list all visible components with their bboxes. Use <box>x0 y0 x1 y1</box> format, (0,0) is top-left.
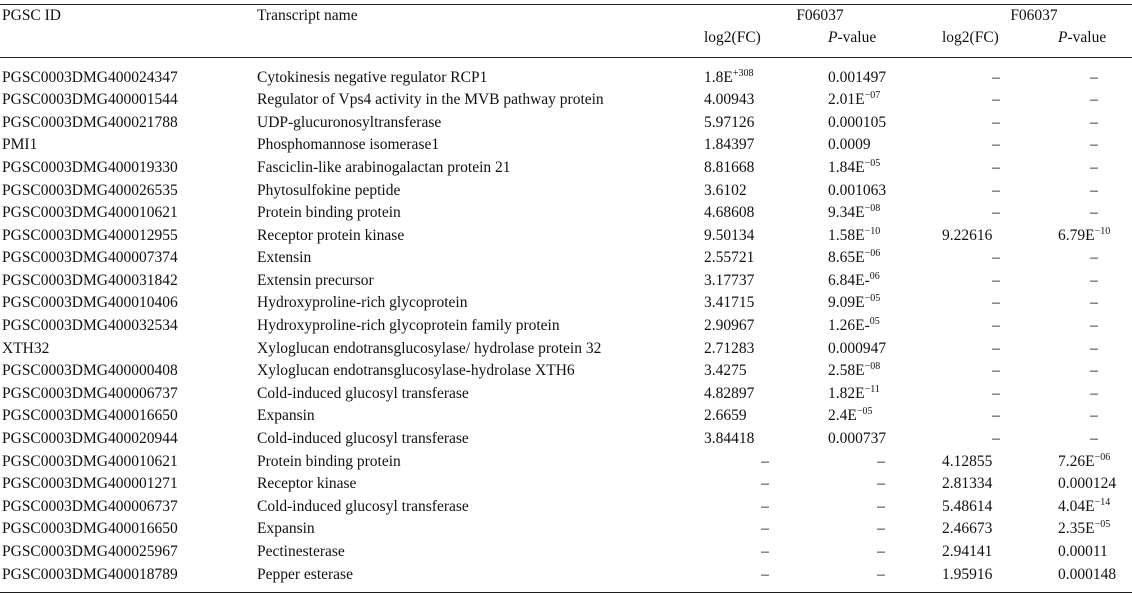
cell-pvalue-1: $2.58E^{-08}$ <box>828 361 881 380</box>
exponent: −11 <box>864 383 880 395</box>
header-pvalue-1: P-value <box>826 29 936 58</box>
header-log2fc-1: log2(FC) <box>704 29 826 58</box>
cell-log2fc-1: 3.4275 <box>704 362 747 380</box>
cell-log2fc-1: 3.6102 <box>704 181 747 199</box>
cell-log2fc-1: 3.17737 <box>704 271 755 289</box>
cell-pvalue-1: – <box>877 475 885 493</box>
cell-log2fc-1: – <box>761 452 769 470</box>
cell-pgsc-id: PGSC0003DMG400016650 <box>2 407 178 425</box>
cell-pgsc-id: PGSC0003DMG400021788 <box>2 113 178 131</box>
cell-pvalue-1: – <box>877 543 885 561</box>
cell-transcript-name: Hydroxyproline-rich glycoprotein family protein <box>257 317 560 335</box>
cell-log2fc-2: 5.48614 <box>942 497 993 515</box>
table-row <box>0 405 1132 428</box>
cell-pgsc-id: PGSC0003DMG400000408 <box>2 362 178 380</box>
cell-pgsc-id: PGSC0003DMG400032534 <box>2 317 178 335</box>
header-pgsc-id: PGSC ID <box>0 5 255 30</box>
cell-log2fc-1: 9.50134 <box>704 226 755 244</box>
cell-pvalue-1: 1.26E-$^{05}$ <box>828 316 880 335</box>
table-row <box>0 540 1132 563</box>
cell-pgsc-id: PGSC0003DMG400016650 <box>2 520 178 538</box>
cell-log2fc-2: 2.46673 <box>942 520 993 538</box>
table-body <box>0 58 1132 593</box>
exponent: 06 <box>869 270 880 282</box>
cell-pvalue-2: – <box>1090 249 1098 267</box>
cell-transcript-name: Hydroxyproline-rich glycoprotein <box>257 294 468 312</box>
exponent: −05 <box>864 293 881 305</box>
cell-pgsc-id: PGSC0003DMG400025967 <box>2 543 178 561</box>
exponent: −07 <box>864 90 881 102</box>
cell-log2fc-1: 3.84418 <box>704 430 755 448</box>
cell-pgsc-id: XTH32 <box>2 339 50 357</box>
cell-log2fc-1: 4.82897 <box>704 384 755 402</box>
table-row <box>0 202 1132 225</box>
table-row <box>0 473 1132 496</box>
cell-pvalue-1: – <box>877 520 885 538</box>
cell-pgsc-id: PGSC0003DMG400012955 <box>2 226 178 244</box>
cell-log2fc-2: 9.22616 <box>942 226 993 244</box>
cell-transcript-name: Expansin <box>257 520 315 538</box>
cell-pvalue-1: $1.58E^{-10}$ <box>828 225 881 244</box>
cell-transcript-name: Extensin precursor <box>257 271 374 289</box>
cell-pvalue-2: – <box>1090 294 1098 312</box>
exponent: −08 <box>864 361 881 373</box>
cell-transcript-name: Xyloglucan endotransglucosylase-hydrolase XTH6 <box>257 362 575 380</box>
cell-pvalue-2: – <box>1090 339 1098 357</box>
cell-log2fc-1: 5.97126 <box>704 113 755 131</box>
cell-log2fc-2: – <box>992 339 1000 357</box>
cell-pvalue-1: – <box>826 563 936 592</box>
cell-log2fc-2: – <box>992 294 1000 312</box>
cell-transcript-name: Cytokinesis negative regulator RCP1 <box>257 68 488 86</box>
cell-log2fc-2: – <box>992 249 1000 267</box>
cell-pvalue-1: $1.82E^{-11}$ <box>828 383 880 402</box>
cell-log2fc-2: 4.12855 <box>942 452 993 470</box>
cell-transcript-name: Receptor protein kinase <box>257 226 405 244</box>
cell-transcript-name: Regulator of Vps4 activity in the MVB pathway protein <box>257 91 604 109</box>
cell-pvalue-2: 0.000148 <box>1056 563 1132 592</box>
cell-log2fc-2: – <box>992 158 1000 176</box>
cell-pvalue-2: – <box>1090 430 1098 448</box>
cell-transcript-name: Cold-induced glucosyl transferase <box>257 497 469 515</box>
cell-pvalue-2: $4.04E^{-14}$ <box>1058 496 1111 515</box>
cell-pvalue-1: 0.000105 <box>828 113 887 131</box>
cell-pvalue-1: $9.09E^{-05}$ <box>828 293 881 312</box>
cell-pvalue-2: – <box>1090 317 1098 335</box>
cell-log2fc-2: 2.94141 <box>942 543 993 561</box>
table-row <box>0 563 1132 592</box>
cell-log2fc-1: 2.90967 <box>704 317 755 335</box>
table-header <box>0 5 1132 58</box>
cell-pvalue-1: 0.001497 <box>828 68 887 86</box>
cell-log2fc-1: 8.81668 <box>704 158 755 176</box>
cell-transcript-name: Protein binding protein <box>257 204 401 222</box>
cell-log2fc-1: 2.55721 <box>704 249 755 267</box>
cell-log2fc-1: $1.8E^{+308}$ <box>704 67 754 86</box>
cell-pgsc-id: PGSC0003DMG400006737 <box>2 497 178 515</box>
cell-pvalue-1: 6.84E-$^{06}$ <box>828 270 880 289</box>
cell-log2fc-2: – <box>992 407 1000 425</box>
cell-transcript-name: Xyloglucan endotransglucosylase/ hydrolase protein 32 <box>257 339 602 357</box>
cell-pgsc-id: PGSC0003DMG400001271 <box>2 475 178 493</box>
table-row <box>0 450 1132 473</box>
cell-log2fc-1: – <box>761 520 769 538</box>
exponent: −05 <box>864 157 881 169</box>
cell-pgsc-id: PGSC0003DMG400010621 <box>2 204 178 222</box>
cell-transcript-name: Extensin <box>257 249 312 267</box>
cell-pvalue-1: 0.001063 <box>828 181 887 199</box>
cell-log2fc-1: – <box>761 497 769 515</box>
cell-pvalue-2: – <box>1090 158 1098 176</box>
table-row <box>0 315 1132 338</box>
table-row <box>0 360 1132 383</box>
cell-pvalue-2: – <box>1090 181 1098 199</box>
table-row <box>0 337 1132 360</box>
cell-transcript-name: Receptor kinase <box>257 475 357 493</box>
exponent: +308 <box>732 67 754 79</box>
cell-pvalue-2: – <box>1090 113 1098 131</box>
cell-pvalue-1: – <box>877 452 885 470</box>
exponent: −06 <box>1094 451 1111 463</box>
cell-pgsc-id: PGSC0003DMG400006737 <box>2 384 178 402</box>
exponent: −14 <box>1094 496 1111 508</box>
cell-pvalue-2: $7.26E^{-06}$ <box>1058 451 1111 470</box>
table-row <box>0 179 1132 202</box>
cell-log2fc-1: – <box>704 563 826 592</box>
exponent: −10 <box>864 225 881 237</box>
cell-pgsc-id: PGSC0003DMG400026535 <box>2 181 178 199</box>
header-log2fc-2: log2(FC) <box>936 29 1056 58</box>
cell-log2fc-2: 2.81334 <box>942 475 993 493</box>
cell-log2fc-2: – <box>992 362 1000 380</box>
table-row <box>0 89 1132 112</box>
table-row <box>0 495 1132 518</box>
cell-transcript-name: UDP-glucuronosyltransferase <box>257 113 442 131</box>
table-row <box>0 156 1132 179</box>
cell-pgsc-id: PMI1 <box>2 136 38 154</box>
header-transcript-name: Transcript name <box>255 5 704 30</box>
cell-log2fc-2: – <box>992 204 1000 222</box>
cell-log2fc-2: 1.95916 <box>936 563 1056 592</box>
cell-log2fc-1: – <box>761 543 769 561</box>
cell-pvalue-2: – <box>1090 68 1098 86</box>
cell-pgsc-id: PGSC0003DMG400031842 <box>2 271 178 289</box>
cell-pvalue-1: – <box>877 497 885 515</box>
table-row <box>0 224 1132 247</box>
cell-pgsc-id: PGSC0003DMG400010621 <box>2 452 178 470</box>
cell-log2fc-1: 2.6659 <box>704 407 747 425</box>
cell-log2fc-2: – <box>992 68 1000 86</box>
cell-log2fc-2: – <box>992 91 1000 109</box>
cell-pvalue-2: – <box>1090 204 1098 222</box>
cell-pgsc-id: PGSC0003DMG400018789 <box>0 563 255 592</box>
cell-pvalue-1: $2.4E^{-05}$ <box>828 406 873 425</box>
cell-pvalue-2: – <box>1090 91 1098 109</box>
cell-pgsc-id: PGSC0003DMG400007374 <box>2 249 178 267</box>
cell-log2fc-1: 3.41715 <box>704 294 755 312</box>
cell-pvalue-1: $1.84E^{-05}$ <box>828 157 881 176</box>
cell-log2fc-2: – <box>992 136 1000 154</box>
cell-log2fc-2: – <box>992 384 1000 402</box>
cell-pgsc-id: PGSC0003DMG400020944 <box>2 430 178 448</box>
table-row <box>0 134 1132 157</box>
cell-log2fc-2: – <box>992 113 1000 131</box>
header-pvalue-2: P-value <box>1056 29 1132 58</box>
header-group-2: F06037 <box>936 5 1132 30</box>
cell-pgsc-id: PGSC0003DMG400024347 <box>2 68 178 86</box>
cell-pvalue-2: – <box>1090 136 1098 154</box>
exponent: −05 <box>1094 519 1111 531</box>
table-row <box>0 428 1132 451</box>
cell-pvalue-1: 0.000947 <box>828 339 887 357</box>
cell-transcript-name: Phosphomannose isomerase1 <box>257 136 440 154</box>
exponent: −06 <box>864 248 881 260</box>
header-group-1: F06037 <box>704 5 936 30</box>
exponent: −05 <box>856 406 873 418</box>
table-row <box>0 292 1132 315</box>
cell-transcript-name: Pepper esterase <box>255 563 704 592</box>
cell-transcript-name: Fasciclin-like arabinogalactan protein 21 <box>257 158 511 176</box>
table-row <box>0 111 1132 134</box>
cell-log2fc-1: 1.84397 <box>704 136 755 154</box>
cell-log2fc-1: 4.68608 <box>704 204 755 222</box>
cell-pvalue-2: 0.00011 <box>1058 543 1108 561</box>
cell-pvalue-1: $8.65E^{-06}$ <box>828 248 881 267</box>
table-row <box>0 518 1132 541</box>
cell-log2fc-1: – <box>761 475 769 493</box>
cell-transcript-name: Protein binding protein <box>257 452 401 470</box>
cell-pvalue-1: 0.000737 <box>828 430 887 448</box>
cell-log2fc-1: 4.00943 <box>704 91 755 109</box>
cell-transcript-name: Cold-induced glucosyl transferase <box>257 384 469 402</box>
cell-pgsc-id: PGSC0003DMG400001544 <box>2 91 178 109</box>
cell-log2fc-2: – <box>992 271 1000 289</box>
cell-transcript-name: Pectinesterase <box>257 543 345 561</box>
exponent: 05 <box>869 316 880 328</box>
cell-pvalue-1: $2.01E^{-07}$ <box>828 90 881 109</box>
table-row <box>0 269 1132 292</box>
cell-pgsc-id: PGSC0003DMG400010406 <box>2 294 178 312</box>
cell-log2fc-2: – <box>992 430 1000 448</box>
cell-log2fc-2: – <box>992 317 1000 335</box>
exponent: −08 <box>864 203 881 215</box>
cell-pvalue-1: $9.34E^{-08}$ <box>828 203 881 222</box>
cell-pvalue-2: – <box>1090 271 1098 289</box>
cell-pvalue-1: 0.0009 <box>828 136 871 154</box>
transcript-table <box>0 4 1132 593</box>
cell-pvalue-2: – <box>1090 384 1098 402</box>
table-row <box>0 58 1132 89</box>
cell-log2fc-1: 2.71283 <box>704 339 755 357</box>
cell-transcript-name: Phytosulfokine peptide <box>257 181 401 199</box>
cell-pvalue-2: – <box>1090 407 1098 425</box>
table-row <box>0 382 1132 405</box>
cell-transcript-name: Expansin <box>257 407 315 425</box>
table-row <box>0 247 1132 270</box>
cell-pvalue-2: $2.35E^{-05}$ <box>1058 519 1111 538</box>
cell-log2fc-2: – <box>992 181 1000 199</box>
cell-transcript-name: Cold-induced glucosyl transferase <box>257 430 469 448</box>
cell-pvalue-2: 0.000124 <box>1058 475 1117 493</box>
cell-pgsc-id: PGSC0003DMG400019330 <box>2 158 178 176</box>
cell-pvalue-2: – <box>1090 362 1098 380</box>
exponent: −10 <box>1094 225 1111 237</box>
cell-pvalue-2: $6.79E^{-10}$ <box>1058 225 1111 244</box>
